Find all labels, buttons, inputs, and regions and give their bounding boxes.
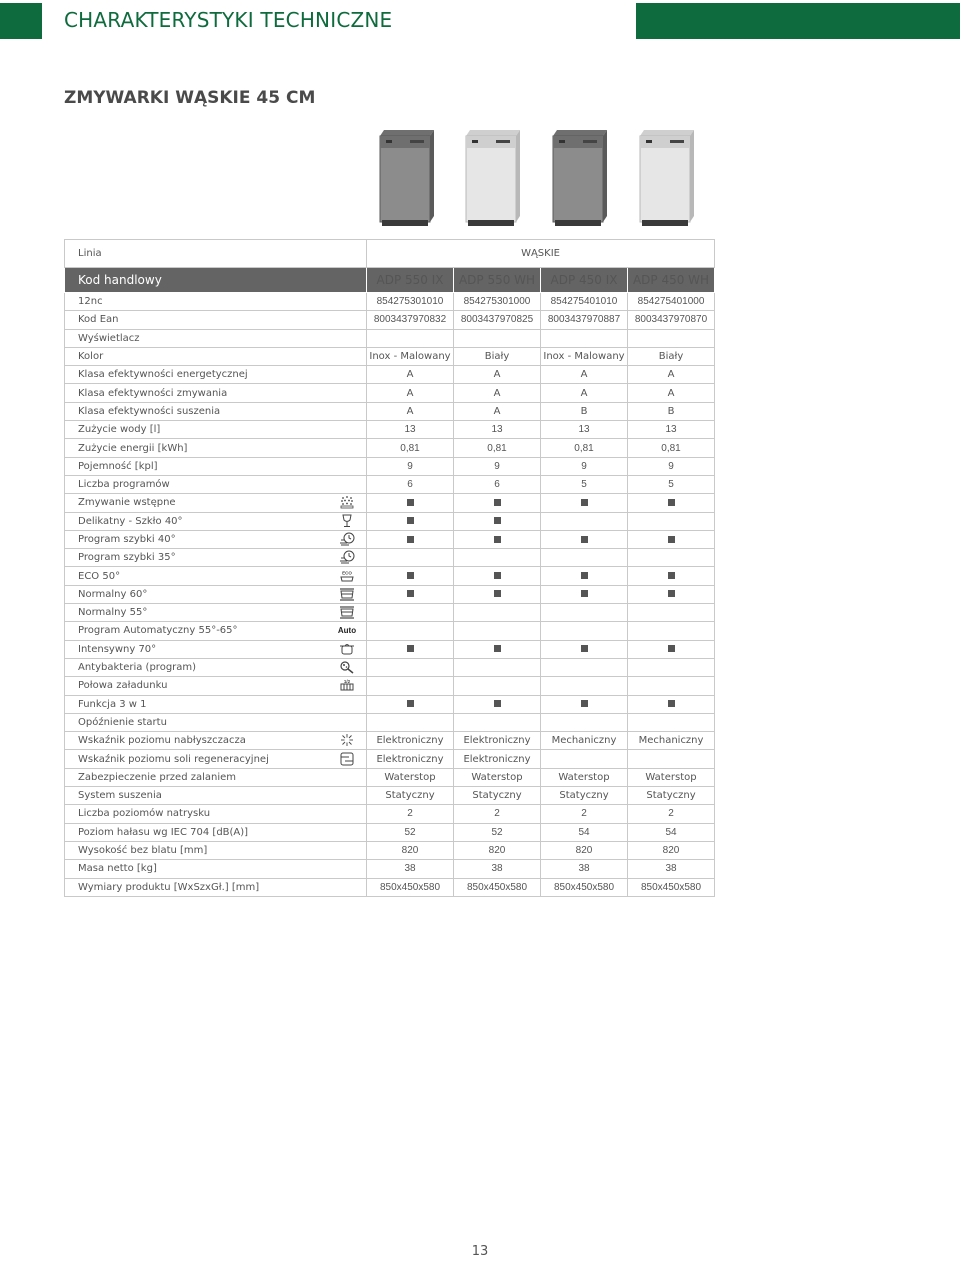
header-accent-left: [0, 3, 42, 39]
spec-value-cell: [541, 622, 628, 640]
row-label: Połowa załadunku: [65, 677, 328, 695]
table-row: [65, 860, 715, 878]
table-row: [65, 695, 715, 713]
spec-value-cell: 0,81: [541, 439, 628, 457]
row-label: Normalny 55°: [65, 604, 328, 622]
spec-value-cell: Mechaniczny: [628, 732, 715, 750]
feature-present-marker: [494, 572, 501, 579]
spec-value-cell: Elektroniczny: [367, 750, 454, 768]
spec-value-cell: 5: [541, 475, 628, 493]
spec-value-cell: [454, 622, 541, 640]
program-icon-cell: [328, 677, 367, 695]
model-name: ADP 550 WH: [454, 268, 541, 293]
spec-value-cell: A: [454, 366, 541, 384]
feature-present-marker: [494, 517, 501, 524]
spec-value-cell: A: [367, 402, 454, 420]
row-label: Klasa efektywności energetycznej: [65, 366, 367, 384]
spec-value-cell: [628, 658, 715, 676]
spec-value-cell: [454, 549, 541, 567]
feature-present-marker: [407, 700, 414, 707]
spec-value-cell: 0,81: [454, 439, 541, 457]
glass-icon: [339, 514, 355, 528]
program-icon-cell: [328, 622, 367, 640]
dishwasher-inox-icon: [376, 126, 436, 228]
section-title: ZMYWARKI WĄSKIE 45 CM: [64, 88, 316, 108]
spec-value-cell: Elektroniczny: [454, 750, 541, 768]
spec-value-cell: A: [541, 384, 628, 402]
feature-present-cell: [628, 494, 715, 512]
table-row: [65, 530, 715, 548]
spec-value-cell: 9: [541, 457, 628, 475]
feature-present-cell: [541, 585, 628, 603]
table-row: [65, 439, 715, 457]
spec-value-cell: 38: [541, 860, 628, 878]
spec-value-cell: Waterstop: [628, 768, 715, 786]
row-label: Delikatny - Szkło 40°: [65, 512, 328, 530]
spec-value-cell: Elektroniczny: [367, 732, 454, 750]
spec-value-cell: [628, 750, 715, 768]
normal-wash-icon: [339, 605, 355, 619]
spec-value-cell: 8003437970832: [367, 311, 454, 329]
row-label: Poziom hałasu wg IEC 704 [dB(A)]: [65, 823, 367, 841]
feature-present-cell: [454, 530, 541, 548]
spec-value-cell: 850x450x580: [541, 878, 628, 896]
feature-present-marker: [407, 645, 414, 652]
feature-present-cell: [367, 530, 454, 548]
table-row: [65, 457, 715, 475]
product-photo-adp-550-wh: [462, 126, 522, 228]
spec-value-cell: 6: [367, 475, 454, 493]
spec-value-cell: 0,81: [367, 439, 454, 457]
table-row: [65, 475, 715, 493]
dishwasher-white-icon: [462, 126, 522, 228]
program-icon-cell: [328, 567, 367, 585]
table-row: [65, 732, 715, 750]
feature-present-marker: [407, 536, 414, 543]
row-label: Zużycie wody [l]: [65, 421, 367, 439]
spec-value-cell: 38: [628, 860, 715, 878]
spec-value-cell: Waterstop: [367, 768, 454, 786]
feature-present-marker: [668, 590, 675, 597]
feature-present-cell: [454, 494, 541, 512]
spec-value-cell: A: [628, 384, 715, 402]
feature-present-marker: [668, 499, 675, 506]
spec-value-cell: [628, 713, 715, 731]
spec-value-cell: [454, 604, 541, 622]
spec-value-cell: 54: [541, 823, 628, 841]
feature-present-cell: [628, 530, 715, 548]
salt-icon: [339, 752, 355, 766]
spec-value-cell: [367, 622, 454, 640]
program-icon-cell: [328, 549, 367, 567]
spec-table: [64, 239, 715, 897]
table-row: [65, 658, 715, 676]
row-label: Zmywanie wstępne: [65, 494, 328, 512]
feature-present-cell: [367, 494, 454, 512]
feature-present-marker: [494, 645, 501, 652]
row-label: System suszenia: [65, 787, 367, 805]
program-icon-cell: [328, 604, 367, 622]
table-row: [65, 787, 715, 805]
spec-value-cell: 8003437970887: [541, 311, 628, 329]
spec-value-cell: [628, 677, 715, 695]
spec-value-cell: [541, 677, 628, 695]
feature-present-cell: [454, 585, 541, 603]
feature-present-cell: [367, 695, 454, 713]
row-label: Program Automatyczny 55°-65°: [65, 622, 328, 640]
dishwasher-white-icon: [636, 126, 696, 228]
page-number: 13: [471, 1244, 489, 1259]
spec-value-cell: [367, 677, 454, 695]
table-row: [65, 293, 715, 311]
table-row: [65, 604, 715, 622]
spec-value-cell: 38: [367, 860, 454, 878]
row-label: Kolor: [65, 347, 367, 365]
spec-value-cell: 6: [454, 475, 541, 493]
row-label: Normalny 60°: [65, 585, 328, 603]
feature-present-cell: [454, 567, 541, 585]
product-photos: [366, 122, 714, 234]
spec-value-cell: [367, 604, 454, 622]
feature-present-cell: [628, 585, 715, 603]
row-label: Liczba poziomów natrysku: [65, 805, 367, 823]
row-label: Klasa efektywności suszenia: [65, 402, 367, 420]
spec-value-cell: Biały: [628, 347, 715, 365]
feature-present-marker: [581, 590, 588, 597]
spec-value-cell: 0,81: [628, 439, 715, 457]
half-load-icon: [339, 678, 355, 692]
program-icon-cell: [328, 585, 367, 603]
spec-value-cell: 9: [628, 457, 715, 475]
spec-value-cell: Statyczny: [367, 787, 454, 805]
feature-present-cell: [541, 530, 628, 548]
spec-value-cell: [454, 677, 541, 695]
feature-present-cell: [367, 640, 454, 658]
table-row: [65, 384, 715, 402]
spec-value-cell: 13: [541, 421, 628, 439]
row-kod-handlowy: [65, 268, 715, 293]
spec-value-cell: [541, 329, 628, 347]
table-row: [65, 677, 715, 695]
row-label: 12nc: [65, 293, 367, 311]
feature-present-marker: [581, 700, 588, 707]
spec-value-cell: [367, 329, 454, 347]
feature-present-marker: [407, 517, 414, 524]
row-label: Funkcja 3 w 1: [65, 695, 367, 713]
spec-value-cell: Biały: [454, 347, 541, 365]
spec-value-cell: A: [367, 366, 454, 384]
table-row: [65, 585, 715, 603]
quick-wash-icon: [339, 532, 355, 546]
spec-value-cell: [541, 658, 628, 676]
feature-present-cell: [367, 512, 454, 530]
product-photo-adp-450-ix: [549, 126, 609, 228]
spec-value-cell: [454, 658, 541, 676]
spec-value-cell: 2: [541, 805, 628, 823]
feature-present-cell: [541, 695, 628, 713]
row-label: Zabezpieczenie przed zalaniem: [65, 768, 367, 786]
spec-value-cell: 850x450x580: [367, 878, 454, 896]
table-row: [65, 311, 715, 329]
feature-present-marker: [494, 700, 501, 707]
feature-present-marker: [407, 590, 414, 597]
dishwasher-inox-icon: [549, 126, 609, 228]
quick-wash-icon: [339, 550, 355, 564]
feature-present-marker: [581, 499, 588, 506]
spec-value-cell: 2: [367, 805, 454, 823]
row-label: Program szybki 35°: [65, 549, 328, 567]
prewash-icon: [339, 495, 355, 509]
model-name: ADP 450 IX: [541, 268, 628, 293]
feature-present-marker: [668, 700, 675, 707]
spec-value-cell: [454, 329, 541, 347]
feature-present-cell: [367, 567, 454, 585]
program-icon-cell: [328, 530, 367, 548]
spec-value-cell: 8003437970870: [628, 311, 715, 329]
table-row: [65, 713, 715, 731]
pot-icon: [339, 642, 355, 656]
spec-value-cell: 820: [454, 841, 541, 859]
feature-present-marker: [668, 572, 675, 579]
feature-present-marker: [581, 645, 588, 652]
program-icon-cell: [328, 640, 367, 658]
spec-value-cell: [628, 549, 715, 567]
feature-present-marker: [581, 536, 588, 543]
feature-present-cell: [454, 640, 541, 658]
linia-value: WĄSKIE: [367, 240, 715, 268]
spec-value-cell: [541, 512, 628, 530]
spec-value-cell: 820: [541, 841, 628, 859]
feature-present-cell: [628, 640, 715, 658]
program-icon-cell: [328, 512, 367, 530]
feature-present-cell: [454, 695, 541, 713]
spec-value-cell: 854275301010: [367, 293, 454, 311]
row-label: Wysokość bez blatu [mm]: [65, 841, 367, 859]
table-row: [65, 805, 715, 823]
table-row: [65, 823, 715, 841]
spec-value-cell: Waterstop: [454, 768, 541, 786]
table-row: [65, 640, 715, 658]
feature-present-cell: [541, 494, 628, 512]
spec-value-cell: 38: [454, 860, 541, 878]
row-label: Program szybki 40°: [65, 530, 328, 548]
row-label: Wskaźnik poziomu nabłyszczacza: [65, 732, 328, 750]
row-label: Masa netto [kg]: [65, 860, 367, 878]
spec-value-cell: Mechaniczny: [541, 732, 628, 750]
spec-value-cell: 52: [367, 823, 454, 841]
table-row: [65, 494, 715, 512]
spec-value-cell: 9: [454, 457, 541, 475]
feature-present-marker: [668, 645, 675, 652]
spec-value-cell: Statyczny: [628, 787, 715, 805]
row-label: Wyświetlacz: [65, 329, 367, 347]
spec-value-cell: [628, 512, 715, 530]
row-linia: [65, 240, 715, 268]
spec-value-cell: 52: [454, 823, 541, 841]
spec-value-cell: A: [367, 384, 454, 402]
spec-value-cell: [541, 713, 628, 731]
spec-value-cell: 820: [628, 841, 715, 859]
feature-present-marker: [407, 572, 414, 579]
table-row: [65, 549, 715, 567]
spec-value-cell: [367, 713, 454, 731]
program-icon-cell: [328, 494, 367, 512]
table-row: [65, 366, 715, 384]
spec-value-cell: [628, 622, 715, 640]
model-name: ADP 450 WH: [628, 268, 715, 293]
row-label: Kod Ean: [65, 311, 367, 329]
row-label: ECO 50°: [65, 567, 328, 585]
spec-value-cell: A: [454, 402, 541, 420]
spec-value-cell: 850x450x580: [454, 878, 541, 896]
spec-value-cell: [541, 750, 628, 768]
spec-value-cell: Elektroniczny: [454, 732, 541, 750]
spec-value-cell: 854275401000: [628, 293, 715, 311]
feature-present-marker: [407, 499, 414, 506]
antibacteria-icon: [339, 660, 355, 674]
spec-value-cell: A: [454, 384, 541, 402]
spec-value-cell: Waterstop: [541, 768, 628, 786]
svg-text:1/2: 1/2: [343, 679, 350, 685]
spec-value-cell: Inox - Malowany: [367, 347, 454, 365]
product-photo-adp-550-ix: [376, 126, 436, 228]
spec-value-cell: Inox - Malowany: [541, 347, 628, 365]
table-row: [65, 622, 715, 640]
spec-value-cell: B: [541, 402, 628, 420]
feature-present-cell: [541, 640, 628, 658]
spec-value-cell: 2: [454, 805, 541, 823]
row-label: Zużycie energii [kWh]: [65, 439, 367, 457]
spec-value-cell: A: [541, 366, 628, 384]
spec-value-cell: [541, 549, 628, 567]
product-photo-adp-450-wh: [636, 126, 696, 228]
feature-present-marker: [494, 536, 501, 543]
spec-value-cell: [628, 604, 715, 622]
spec-value-cell: 5: [628, 475, 715, 493]
spec-value-cell: [367, 549, 454, 567]
table-row: [65, 768, 715, 786]
row-label: Antybakteria (program): [65, 658, 328, 676]
spec-value-cell: [628, 329, 715, 347]
normal-wash-icon: [339, 587, 355, 601]
spec-value-cell: Statyczny: [454, 787, 541, 805]
table-row: [65, 567, 715, 585]
feature-present-marker: [668, 536, 675, 543]
table-row: [65, 841, 715, 859]
spec-value-cell: 13: [454, 421, 541, 439]
spec-value-cell: 854275401010: [541, 293, 628, 311]
spec-value-cell: [541, 604, 628, 622]
feature-present-cell: [367, 585, 454, 603]
spec-value-cell: 2: [628, 805, 715, 823]
page-header-title: CHARAKTERYSTYKI TECHNICZNE: [64, 8, 393, 32]
spec-value-cell: 854275301000: [454, 293, 541, 311]
svg-text:ECO: ECO: [341, 570, 352, 576]
spec-value-cell: [367, 658, 454, 676]
row-label: Wskaźnik poziomu soli regeneracyjnej: [65, 750, 328, 768]
spec-value-cell: 9: [367, 457, 454, 475]
spec-value-cell: [454, 713, 541, 731]
row-label: Liczba programów: [65, 475, 367, 493]
feature-present-cell: [454, 512, 541, 530]
row-label: Intensywny 70°: [65, 640, 328, 658]
row-label: Linia: [65, 240, 367, 268]
spec-value-cell: A: [628, 366, 715, 384]
table-row: [65, 421, 715, 439]
spec-value-cell: 850x450x580: [628, 878, 715, 896]
feature-present-cell: [541, 567, 628, 585]
spec-value-cell: 8003437970825: [454, 311, 541, 329]
program-icon-cell: [328, 658, 367, 676]
model-name: ADP 550 IX: [367, 268, 454, 293]
table-row: [65, 329, 715, 347]
feature-present-cell: [628, 567, 715, 585]
program-icon-cell: [328, 750, 367, 768]
spec-value-cell: B: [628, 402, 715, 420]
spec-value-cell: 820: [367, 841, 454, 859]
row-label: Klasa efektywności zmywania: [65, 384, 367, 402]
row-label: Kod handlowy: [65, 268, 367, 293]
table-row: [65, 347, 715, 365]
rinse-aid-icon: [339, 733, 355, 747]
feature-present-marker: [581, 572, 588, 579]
table-row: [65, 402, 715, 420]
row-label: Wymiary produktu [WxSzxGł.] [mm]: [65, 878, 367, 896]
table-row: [65, 878, 715, 896]
row-label: Opóźnienie startu: [65, 713, 367, 731]
auto-icon: [336, 623, 358, 637]
row-label: Pojemność [kpl]: [65, 457, 367, 475]
spec-value-cell: 13: [628, 421, 715, 439]
eco-icon: [339, 569, 355, 583]
feature-present-marker: [494, 590, 501, 597]
table-row: [65, 750, 715, 768]
program-icon-cell: [328, 732, 367, 750]
svg-text:Auto: Auto: [337, 626, 356, 636]
feature-present-marker: [494, 499, 501, 506]
spec-value-cell: Statyczny: [541, 787, 628, 805]
spec-value-cell: 13: [367, 421, 454, 439]
spec-value-cell: 54: [628, 823, 715, 841]
feature-present-cell: [628, 695, 715, 713]
header-accent-right: [636, 3, 960, 39]
table-row: [65, 512, 715, 530]
